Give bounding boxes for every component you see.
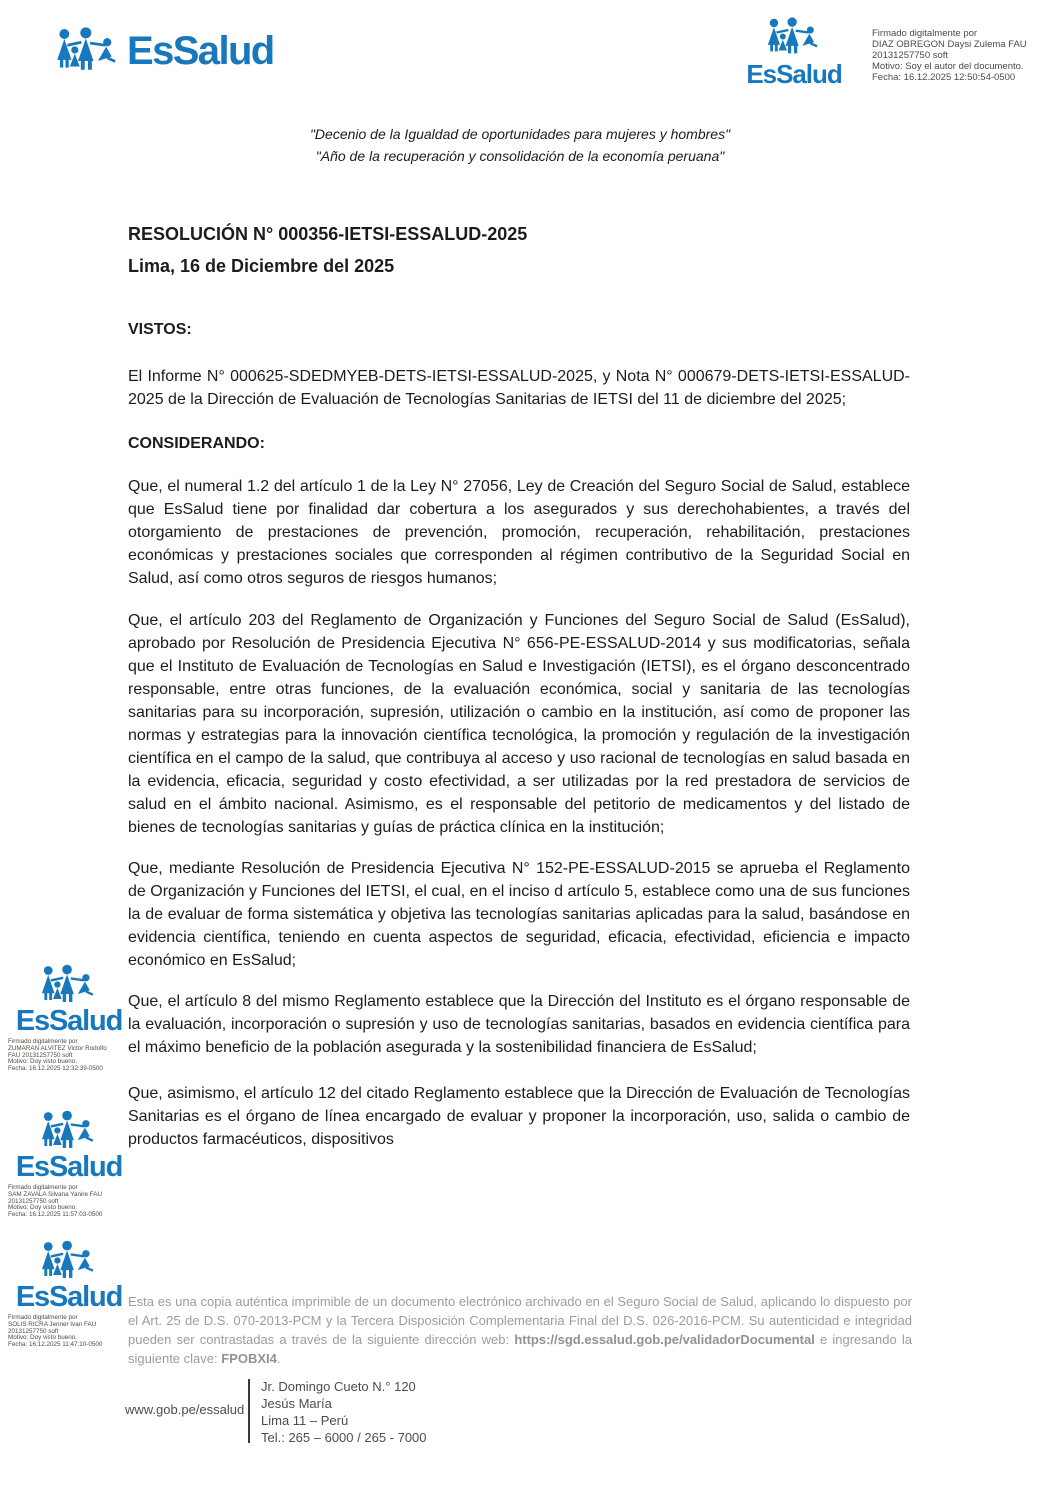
essalud-wordmark: EsSalud bbox=[15, 1151, 123, 1183]
signature-line: Motivo: Doy visto bueno. bbox=[8, 1334, 77, 1342]
address-line: Tel.: 265 – 6000 / 265 - 7000 bbox=[261, 1430, 427, 1445]
signature-line: 20131257750 soft bbox=[872, 50, 949, 61]
header-quotes bbox=[0, 123, 1040, 167]
signature-line: Firmado digitalmente por bbox=[8, 1038, 78, 1045]
digital-signature-author bbox=[746, 16, 1058, 87]
signature-line: Firmado digitalmente por bbox=[872, 28, 978, 39]
signature-line: Fecha: 16.12.2025 12:50:54-0500 bbox=[872, 72, 1016, 83]
margin-signature-stamp bbox=[8, 1110, 138, 1219]
footer-website: www.gob.pe/essalud bbox=[125, 1402, 245, 1417]
footer-address bbox=[261, 1378, 427, 1446]
family-icon bbox=[40, 1110, 98, 1152]
essalud-logo-small bbox=[8, 1110, 130, 1182]
family-icon bbox=[766, 16, 822, 58]
signature-text bbox=[872, 28, 1058, 83]
signature-line: SAM ZAVALA Silvana Yanire FAU bbox=[8, 1190, 103, 1198]
resolution-date: Lima, 16 de Diciembre del 2025 bbox=[128, 256, 395, 276]
essalud-wordmark: EsSalud bbox=[15, 1281, 123, 1313]
essalud-logo-small bbox=[8, 964, 130, 1036]
signature-text bbox=[8, 1039, 138, 1073]
signature-line: Motivo: Doy visto bueno. bbox=[8, 1204, 77, 1212]
signature-line: 20131257750 soft bbox=[8, 1327, 59, 1335]
considerando-paragraph: Que, asimismo, el artículo 12 del citado Reglamento establece que la Dirección de Evaluación de Tecnologías Sanitarias es el órgano de línea encargado de evaluar y proponer la incorporación, uso, salida o cambio de productos farmacéuticos, dispositivos bbox=[128, 1085, 910, 1148]
signature-line: Motivo: Soy el autor del documento. bbox=[872, 61, 1024, 72]
legal-text: . bbox=[276, 1351, 281, 1366]
considerando-paragraph: Que, el numeral 1.2 del artículo 1 de la Ley N° 27056, Ley de Creación del Seguro Social de Salud, establece que EsSalud tiene por finalidad dar cobertura a los asegurados y sus derechohabientes, a través del otorgamiento de prestaciones de prevención, promoción, recuperación, rehabilitación, prestaciones económicas y prestaciones sociales que corresponden al régimen contributivo de la Seguridad Social en Salud, así como otros seguros de riesgos humanos; bbox=[128, 478, 910, 587]
margin-signature-stamp bbox=[8, 964, 138, 1073]
signature-line: SOLIS RICRA Jenner Ivan FAU bbox=[8, 1320, 97, 1328]
signature-line: 20131257750 soft bbox=[8, 1197, 59, 1205]
signature-line: Firmado digitalmente por bbox=[8, 1184, 78, 1191]
signature-text bbox=[8, 1315, 138, 1349]
resolution-title: RESOLUCIÓN N° 000356-IETSI-ESSALUD-2025 bbox=[128, 224, 528, 244]
address-line: Jesús María bbox=[261, 1396, 332, 1411]
header-quote-1: "Decenio de la Igualdad de oportunidades para mujeres y hombres" bbox=[309, 126, 731, 142]
considerando-paragraph: Que, el artículo 8 del mismo Reglamento establece que la Dirección del Instituto es el órgano responsable de la evaluación, incorporación o supresión y uso de tecnologías sanitarias, basados en evidencia científica para el máximo beneficio de la población asegurada y la sostenibilidad financiera de EsSalud; bbox=[128, 993, 910, 1056]
footer-divider bbox=[248, 1379, 250, 1443]
essalud-logo-small bbox=[746, 16, 842, 87]
vistos-text: El Informe N° 000625-SDEDMYEB-DETS-IETSI-ESSALUD-2025, y Nota N° 000679-DETS-IETSI-ESSALUD-2025 de la Dirección de Evaluación de Tecnologías Sanitarias de IETSI del 11 de diciembre del 2025; bbox=[128, 368, 910, 408]
legal-text: Esta es una copia auténtica imprimible de un documento electrónico archivado en el Seguro Social de Salud, aplicando lo dispuesto por el Art. 25 de D.S. 070-2013-PCM y la Tercera Disposición Complementaria Final del D.S. 026-2016-PCM. Su autenticidad e integridad pueden ser contrastadas a través de la siguiente dirección web: bbox=[128, 1294, 912, 1347]
validador-url: https://sgd.essalud.gob.pe/validadorDocumental bbox=[514, 1332, 815, 1347]
considerando-heading: CONSIDERANDO: bbox=[128, 435, 265, 452]
signature-line: DIAZ OBREGON Daysi Zulema FAU bbox=[872, 39, 1027, 50]
signature-line: Fecha: 16.12.2025 12:32:39-0500 bbox=[8, 1065, 103, 1073]
address-line: Jr. Domingo Cueto N.° 120 bbox=[261, 1379, 416, 1394]
legal-text: e ingresando la siguiente clave: bbox=[128, 1332, 912, 1366]
essalud-wordmark: EsSalud bbox=[127, 28, 274, 73]
family-icon bbox=[40, 964, 98, 1006]
legal-notice bbox=[128, 1292, 912, 1368]
vistos-heading: VISTOS: bbox=[128, 321, 192, 338]
signature-line: FAU 20131257750 soft bbox=[8, 1051, 73, 1059]
signature-line: Fecha: 16.12.2025 11:57:03-0500 bbox=[8, 1211, 103, 1219]
clave-code: FPOBXI4 bbox=[221, 1351, 277, 1366]
signature-line: Firmado digitalmente por bbox=[8, 1314, 78, 1321]
essalud-logo bbox=[55, 24, 274, 77]
signature-line: Fecha: 16.12.2025 11:47:10-0500 bbox=[8, 1341, 103, 1349]
essalud-logo-small bbox=[8, 1240, 130, 1312]
essalud-wordmark: EsSalud bbox=[15, 1005, 123, 1037]
signature-text bbox=[8, 1185, 138, 1219]
considerando-paragraph: Que, el artículo 203 del Reglamento de Organización y Funciones del Seguro Social de Salud (EsSalud), aprobado por Resolución de Presidencia Ejecutiva N° 656-PE-ESSALUD-2014 y sus modificatorias, señala que el Instituto de Evaluación de Tecnologías en Salud e Investigación (IETSI), es el órgano desconcentrado responsable, entre otras funciones, de la evaluación económica, social y sanitaria de las tecnologías sanitarias para su incorporación, supresión, utilización o cambio en la institución, así como de proponer las normas y estrategias para la innovación científica tecnológica, la promoción y regulación de la investigación científica en el campo de la salud, que contribuya al acceso y uso racional de tecnologías en salud basada en la evidencia, eficacia, seguridad y costo efectividad, a ser utilizadas por la red prestadora de servicios de salud en el ámbito nacional. Asimismo, es el responsable del petitorio de medicamentos y del listado de bienes de tecnologías sanitarias y guías de práctica clínica en la institución; bbox=[128, 612, 910, 836]
resolution-body bbox=[128, 222, 910, 1151]
essalud-wordmark: EsSalud bbox=[746, 59, 842, 89]
considerando-paragraph: Que, mediante Resolución de Presidencia Ejecutiva N° 152-PE-ESSALUD-2015 se aprueba el Reglamento de Organización y Funciones del IETSI, el cual, en el inciso d artículo 5, establece como una de sus funciones la de evaluar de forma sistemática y objetiva las tecnologías sanitarias aplicadas para la salud, basándose en evidencia científica, teniendo en cuenta aspectos de seguridad, eficacia, efectividad, eficiencia e impacto económico en EsSalud; bbox=[128, 860, 910, 969]
family-icon bbox=[40, 1240, 98, 1282]
family-icon bbox=[55, 24, 121, 77]
address-line: Lima 11 – Perú bbox=[261, 1413, 349, 1428]
margin-signature-stamp bbox=[8, 1240, 138, 1349]
header-quote-2: "Año de la recuperación y consolidación de la economía peruana" bbox=[315, 148, 725, 164]
signature-line: Motivo: Doy visto bueno. bbox=[8, 1058, 77, 1066]
signature-line: ZUMARAN ALVITEZ Victor Rodolfo bbox=[8, 1044, 107, 1052]
